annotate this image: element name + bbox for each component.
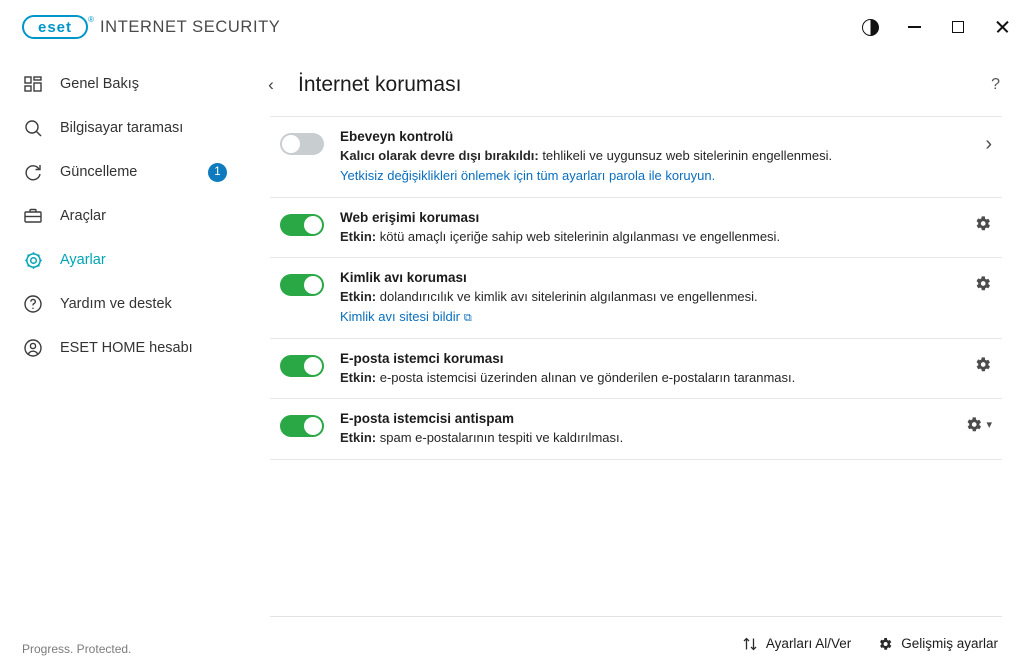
gear-icon[interactable] (973, 214, 992, 233)
close-button[interactable] (980, 7, 1024, 47)
advanced-settings-button[interactable] (877, 636, 998, 652)
sidebar-item-update[interactable] (0, 150, 248, 194)
gear-icon[interactable] (973, 274, 992, 293)
content-area (248, 54, 1024, 670)
row-desc-rest: tehlikeli ve uygunsuz web sitelerinin engellenmesi. (538, 148, 833, 163)
minimize-icon (908, 26, 921, 28)
content-header (248, 54, 1024, 116)
email-antispam-toggle[interactable] (280, 415, 324, 437)
contrast-icon (862, 19, 879, 36)
toggle-knob (304, 417, 322, 435)
window-controls (848, 0, 1024, 54)
row-desc-state: Etkin: (340, 289, 377, 305)
maximize-button[interactable] (936, 7, 980, 47)
settings-panel (270, 116, 1002, 616)
sidebar-item-label: Genel Bakış (60, 76, 139, 92)
row-desc-state: Kalıcı olarak devre dışı bırakıldı: (340, 148, 539, 163)
row-title: E-posta istemcisi antispam (340, 411, 515, 427)
row-description (340, 228, 973, 246)
page-title: İnternet koruması (298, 73, 462, 96)
sidebar-item-label: Yardım ve destek (60, 296, 172, 312)
import-export-settings-button[interactable] (742, 636, 851, 652)
account-icon (22, 337, 44, 359)
sidebar-item-label: Güncelleme (60, 164, 138, 180)
title-bar (0, 0, 1024, 54)
toggle-knob (304, 276, 322, 294)
row-text (340, 210, 973, 246)
sidebar-item-label: Bilgisayar taraması (60, 120, 184, 136)
sidebar-item-overview[interactable] (0, 62, 248, 106)
update-badge: 1 (208, 163, 227, 182)
sidebar-item-settings[interactable] (0, 238, 248, 282)
row-title: Ebeveyn kontrolü (340, 129, 454, 144)
toggle-knob (282, 135, 300, 153)
sidebar-item-label: Araçlar (60, 208, 106, 224)
search-icon (22, 117, 44, 139)
eset-logo (22, 15, 94, 39)
minimize-button[interactable] (892, 7, 936, 47)
registered-mark: ® (88, 15, 94, 24)
email-client-protection-toggle[interactable] (280, 355, 324, 377)
toolbox-icon (22, 205, 44, 227)
row-action[interactable] (973, 274, 996, 293)
parental-control-toggle[interactable] (280, 133, 324, 155)
row-action[interactable] (973, 355, 996, 374)
product-name: INTERNET SECURITY (100, 17, 281, 36)
row-action[interactable] (973, 214, 996, 233)
external-link-icon: ⧉ (463, 311, 472, 324)
row-desc-rest: kötü amaçlı içeriğe sahip web sitelerinin algılanması ve engellenmesi. (376, 228, 781, 244)
gear-icon[interactable] (964, 415, 983, 434)
row-desc-rest: spam e-postalarının tespiti ve kaldırılması. (376, 430, 624, 446)
maximize-icon (952, 21, 964, 33)
sidebar-item-computer-scan[interactable] (0, 106, 248, 150)
table-row (270, 339, 1002, 400)
report-phishing-label: Kimlik avı sitesi bildir (340, 308, 460, 324)
row-title: Kimlik avı koruması (340, 270, 467, 286)
import-export-settings-label: Ayarları Al/Ver (765, 636, 852, 651)
row-description (340, 369, 973, 387)
row-title: Web erişimi koruması (340, 209, 480, 225)
gear-icon[interactable] (973, 355, 992, 374)
row-description (340, 429, 964, 447)
row-text (340, 411, 964, 447)
row-title: E-posta istemci koruması (340, 350, 504, 366)
window-body (0, 54, 1024, 670)
content-footer (270, 616, 1002, 670)
sidebar-item-eset-home-account[interactable] (0, 326, 248, 370)
import-export-icon (742, 636, 758, 652)
toggle-knob (304, 357, 322, 375)
sidebar-item-label: ESET HOME hesabı (60, 340, 193, 356)
help-question-icon[interactable]: ? (991, 76, 1000, 93)
row-text (340, 351, 973, 387)
close-icon (995, 20, 1009, 34)
eset-logo-text: eset (37, 18, 73, 36)
report-phishing-link[interactable] (340, 309, 472, 325)
row-desc-state: Etkin: (340, 369, 377, 385)
table-row (270, 198, 1002, 259)
table-row (270, 399, 1002, 460)
help-icon (22, 293, 44, 315)
sidebar-item-label: Ayarlar (60, 252, 106, 268)
row-action[interactable] (964, 415, 996, 434)
settings-rows (270, 116, 1002, 460)
content-scroll (248, 116, 1024, 616)
web-access-protection-toggle[interactable] (280, 214, 324, 236)
row-text (340, 270, 973, 326)
table-row (270, 116, 1002, 198)
row-desc-rest: dolandırıcılık ve kimlik avı sitelerinin algılanması ve engellenmesi. (376, 289, 758, 305)
row-link[interactable]: Yetkisiz değişiklikleri önlemek için tüm ayarları parola ile koruyun. (340, 167, 716, 183)
chevron-down-icon[interactable]: ▾ (986, 419, 992, 432)
sidebar-item-tools[interactable] (0, 194, 248, 238)
gear-icon (877, 636, 893, 652)
row-text (340, 129, 985, 185)
advanced-settings-label: Gelişmiş ayarlar (901, 636, 998, 651)
table-row (270, 258, 1002, 339)
antiphishing-protection-toggle[interactable] (280, 274, 324, 296)
row-desc-state: Etkin: (340, 228, 377, 244)
sidebar-item-help-support[interactable] (0, 282, 248, 326)
back-button[interactable]: ‹ (268, 75, 274, 94)
overview-icon (22, 73, 44, 95)
toggle-knob (304, 216, 322, 234)
row-description (340, 147, 985, 165)
contrast-button[interactable] (848, 7, 892, 47)
row-desc-state: Etkin: (340, 430, 377, 446)
protection-status-text: Progress. Protected. (22, 642, 132, 656)
brand-area (0, 15, 280, 39)
row-desc-rest: e-posta istemcisi üzerinden alınan ve gönderilen e-postaların taranması. (376, 369, 796, 385)
row-description (340, 288, 973, 306)
gear-icon (22, 249, 44, 271)
refresh-icon (22, 161, 44, 183)
chevron-right-icon[interactable]: › (985, 133, 992, 155)
sidebar (0, 54, 248, 670)
row-action[interactable] (985, 133, 996, 156)
